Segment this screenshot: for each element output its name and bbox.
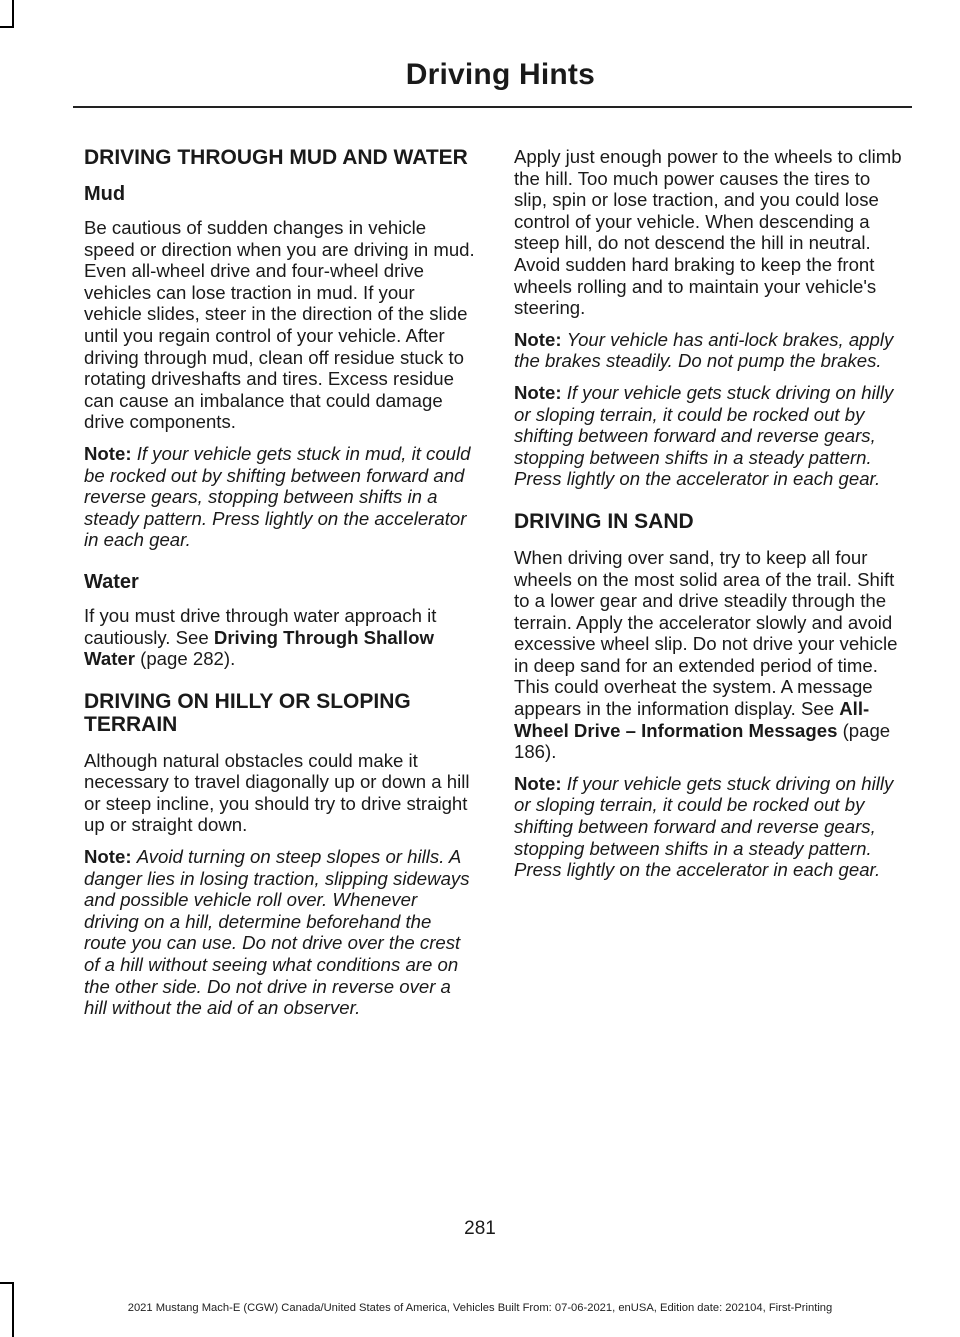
page-number: 281	[464, 1218, 496, 1239]
paragraph-water	[84, 605, 476, 670]
subheading-mud: Mud	[84, 183, 126, 205]
note-anti-lock	[514, 329, 908, 372]
paragraph-water-text: If you must drive through water approach it cautiously. See	[84, 604, 437, 648]
note-label: Note:	[84, 846, 132, 868]
note-text: Your vehicle has anti-lock brakes, apply the brakes steadily. Do not pump the brakes.	[514, 328, 894, 372]
paragraph-mud: Be cautious of sudden changes in vehicle speed or direction when you are driving in mud. Even all-wheel drive and four-wheel drive vehicles can lose traction in mud. If your vehicle slides, steer in the direction of the slide until you regain control of your vehicle. After driving through mud, clean off residue stuck to rotating driveshafts and tires. Excess residue can cause an imbalance that could damage drive components.	[84, 217, 475, 433]
header-rule	[73, 106, 912, 108]
note-hilly	[84, 846, 476, 1019]
heading-hilly-terrain: DRIVING ON HILLY OR SLOPING TERRAIN	[84, 689, 411, 736]
paragraph-hilly: Although natural obstacles could make it necessary to travel diagonally up or down a hill or steep incline, you should try to drive straight up or straight down.	[84, 749, 470, 836]
heading-mud-water: DRIVING THROUGH MUD AND WATER	[84, 146, 468, 169]
note-mud	[84, 443, 476, 551]
link-driving-through-shallow-water[interactable]: Driving Through Shallow Water	[84, 626, 434, 670]
paragraph-sand-text: When driving over sand, try to keep all four wheels on the most solid area of the trail. Shift to a lower gear and drive steadily through the terrain. Apply the accelerator slowly and avoid excessive wheel slip. Do not drive your vehicle in deep sand for an extended period of time. This could overheat the system. A message appears in the information display. See	[514, 546, 898, 720]
note-text: If your vehicle gets stuck driving on hilly or sloping terrain, it could be rocked out by shifting between forward and reverse gears, stopping between shifts in a steady pattern. Press lightly on the accelerator in each gear.	[514, 381, 894, 490]
paragraph-sand	[514, 547, 908, 763]
paragraph-sand-page-ref: (page 186).	[514, 719, 891, 763]
crop-mark-top-left	[12, 0, 14, 26]
note-text: If your vehicle gets stuck in mud, it could be rocked out by shifting between forward and reverse gears, stopping between shifts in a steady pattern. Press lightly on the accelerator in each gear.	[84, 442, 471, 551]
note-label: Note:	[84, 442, 132, 464]
left-column	[84, 146, 476, 1029]
note-label: Note:	[514, 328, 562, 350]
right-column	[514, 146, 908, 891]
note-label: Note:	[514, 772, 562, 794]
note-stuck-hilly	[514, 382, 908, 490]
crop-mark-top-left-h	[0, 26, 14, 28]
paragraph-water-page-ref: (page 282).	[134, 648, 236, 670]
note-stuck-sand	[514, 773, 908, 881]
crop-mark-bottom-left-h	[0, 1282, 14, 1284]
note-label: Note:	[514, 381, 562, 403]
paragraph-power: Apply just enough power to the wheels to climb the hill. Too much power causes the tires to slip, spin or lose traction, and you could lose control of your vehicle. When descending a steep hill, do not descend the hill in neutral. Avoid sudden hard braking to keep the front wheels rolling and to maintain your vehicle's steering.	[514, 146, 902, 319]
link-awd-information-messages[interactable]: All-Wheel Drive – Information Messages	[514, 698, 870, 741]
subheading-water: Water	[84, 570, 139, 593]
note-text: If your vehicle gets stuck driving on hilly or sloping terrain, it could be rocked out by shifting between forward and reverse gears, stopping between shifts in a steady pattern. Press lightly on the accelerator in each gear.	[514, 772, 894, 881]
footer-edition-text: 2021 Mustang Mach-E (CGW) Canada/United States of America, Vehicles Built From: 07-06-2021, enUSA, Edition date: 202104, First-Printing	[127, 1302, 833, 1314]
note-text: Avoid turning on steep slopes or hills. A danger lies in losing traction, slipping sideways and possible vehicle roll over. Whenever driving on a hill, determine beforehand the route you can use. Do not drive over the crest of a hill without seeing what conditions are on the other side. Do not drive in reverse over a hill without the aid of an observer.	[84, 846, 470, 1019]
page-header-title: Driving Hints	[405, 58, 595, 91]
heading-sand: DRIVING IN SAND	[514, 509, 694, 533]
